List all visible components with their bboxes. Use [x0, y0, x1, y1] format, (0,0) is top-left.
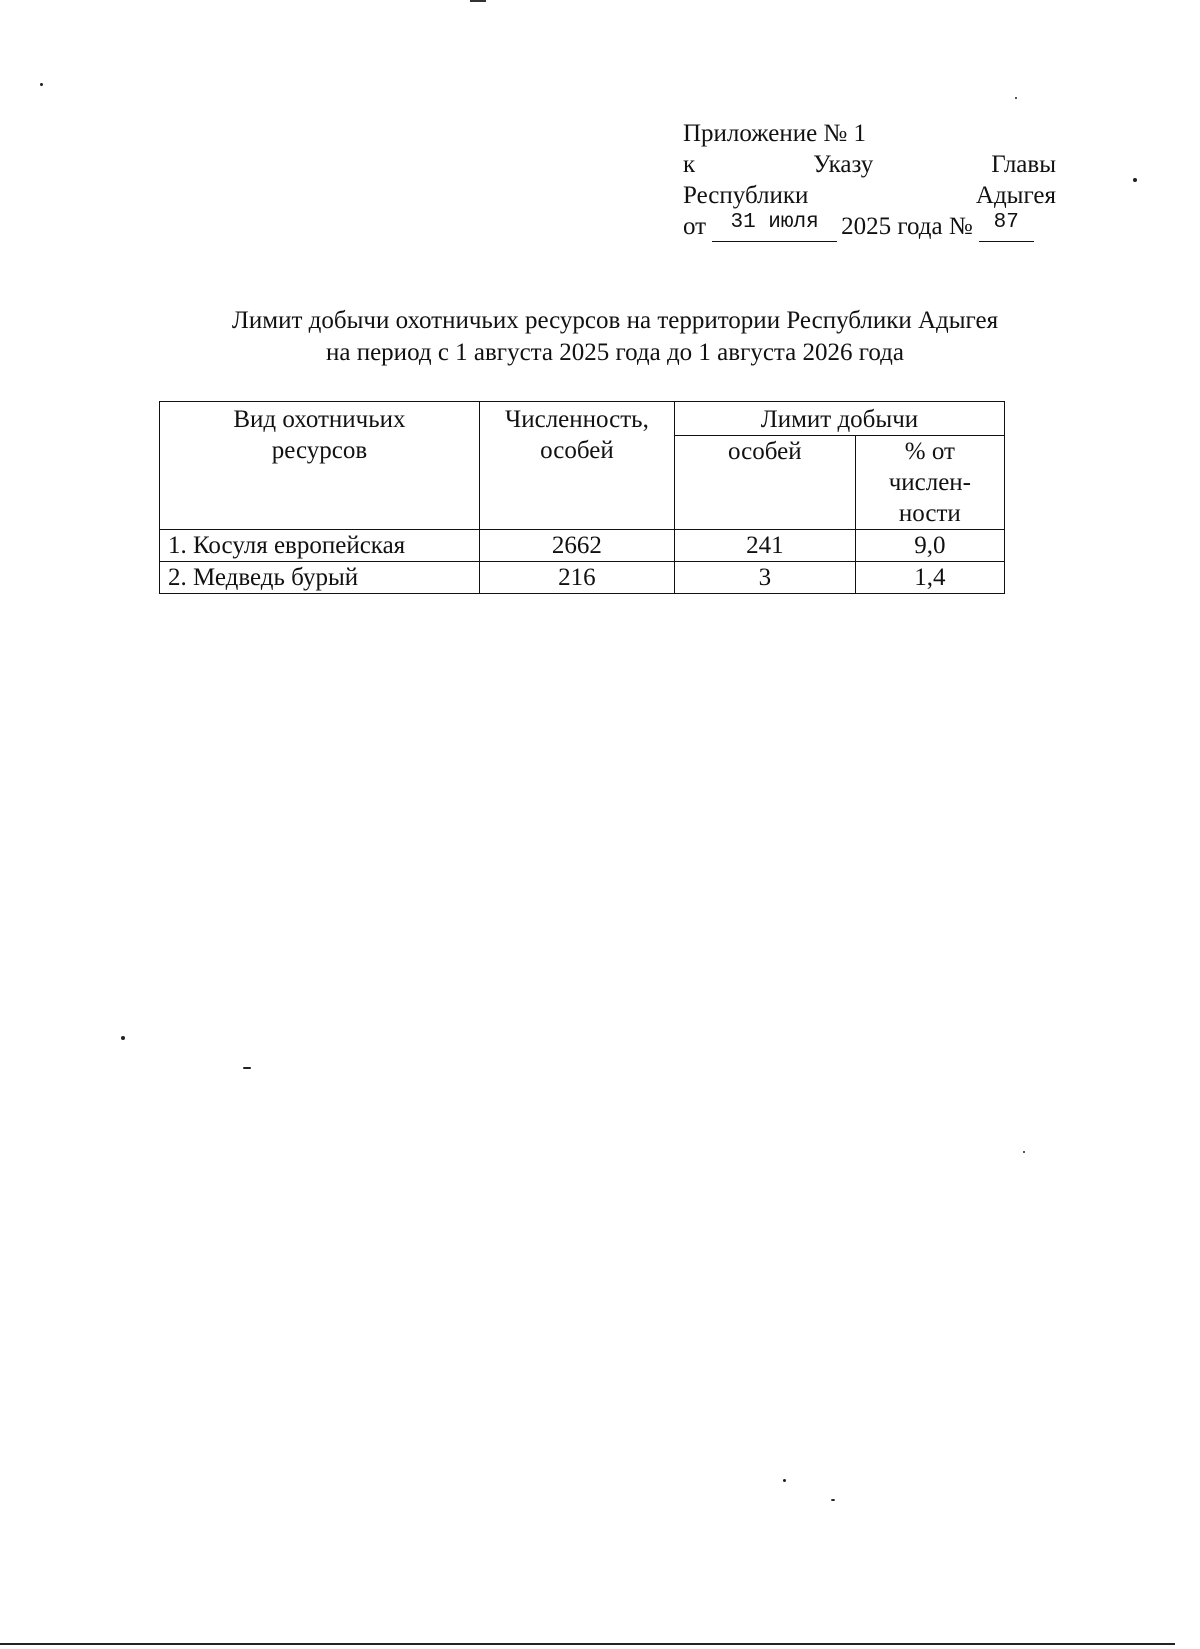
appendix-word-republic: Республики: [683, 182, 809, 209]
scan-artifact: [470, 0, 486, 2]
table-header-row: [160, 402, 1005, 436]
appendix-title: Приложение № 1: [683, 120, 867, 147]
appendix-word-decree: Указу: [813, 151, 874, 178]
table-row: [160, 562, 1005, 594]
hunting-limits-table: [159, 401, 1005, 594]
scan-speck: [1015, 97, 1017, 99]
cell-limit-count: 241: [674, 530, 855, 562]
scan-speck: [121, 1036, 125, 1040]
appendix-header: [683, 118, 1056, 242]
header-species: Вид охотничьих ресурсов: [160, 402, 480, 530]
cell-population: 2662: [479, 530, 674, 562]
appendix-word-k: к: [683, 151, 696, 178]
header-population: Численность, особей: [479, 402, 674, 530]
appendix-word-from: от: [683, 213, 707, 240]
page-bottom-rule: [0, 1643, 1175, 1645]
appendix-line-4: [683, 211, 1056, 242]
header-limit-count: особей: [674, 436, 855, 530]
appendix-line-3: [683, 180, 1056, 211]
cell-population: 216: [479, 562, 674, 594]
cell-limit-count: 3: [674, 562, 855, 594]
cell-species: 2. Медведь бурый: [160, 562, 480, 594]
decree-number-field: 87: [979, 211, 1034, 242]
scan-speck: [1133, 178, 1137, 182]
cell-species: 1. Косуля европейская: [160, 530, 480, 562]
appendix-word-adygea: Адыгея: [975, 182, 1056, 209]
scan-speck: [831, 1499, 835, 1501]
title-line-1: Лимит добычи охотничьих ресурсов на территории Республики Адыгея: [231, 307, 999, 334]
decree-date-field: 31 июля: [712, 211, 837, 242]
appendix-word-head: Главы: [991, 151, 1056, 178]
document-title: [150, 305, 1080, 369]
header-limit-group: Лимит добычи: [674, 402, 1004, 436]
appendix-line-1: [683, 118, 1056, 149]
appendix-line-2: [683, 149, 1056, 180]
scan-speck: [783, 1479, 786, 1482]
cell-limit-percent: 1,4: [855, 562, 1004, 594]
scan-speck: [40, 83, 43, 86]
scan-speck: [243, 1067, 251, 1069]
header-limit-percent: % от числен-ности: [855, 436, 1004, 530]
table-row: [160, 530, 1005, 562]
scan-speck: [1023, 1151, 1025, 1153]
title-line-2: на период с 1 августа 2025 года до 1 августа 2026 года: [325, 339, 904, 366]
cell-limit-percent: 9,0: [855, 530, 1004, 562]
appendix-year: 2025 года №: [841, 213, 973, 240]
